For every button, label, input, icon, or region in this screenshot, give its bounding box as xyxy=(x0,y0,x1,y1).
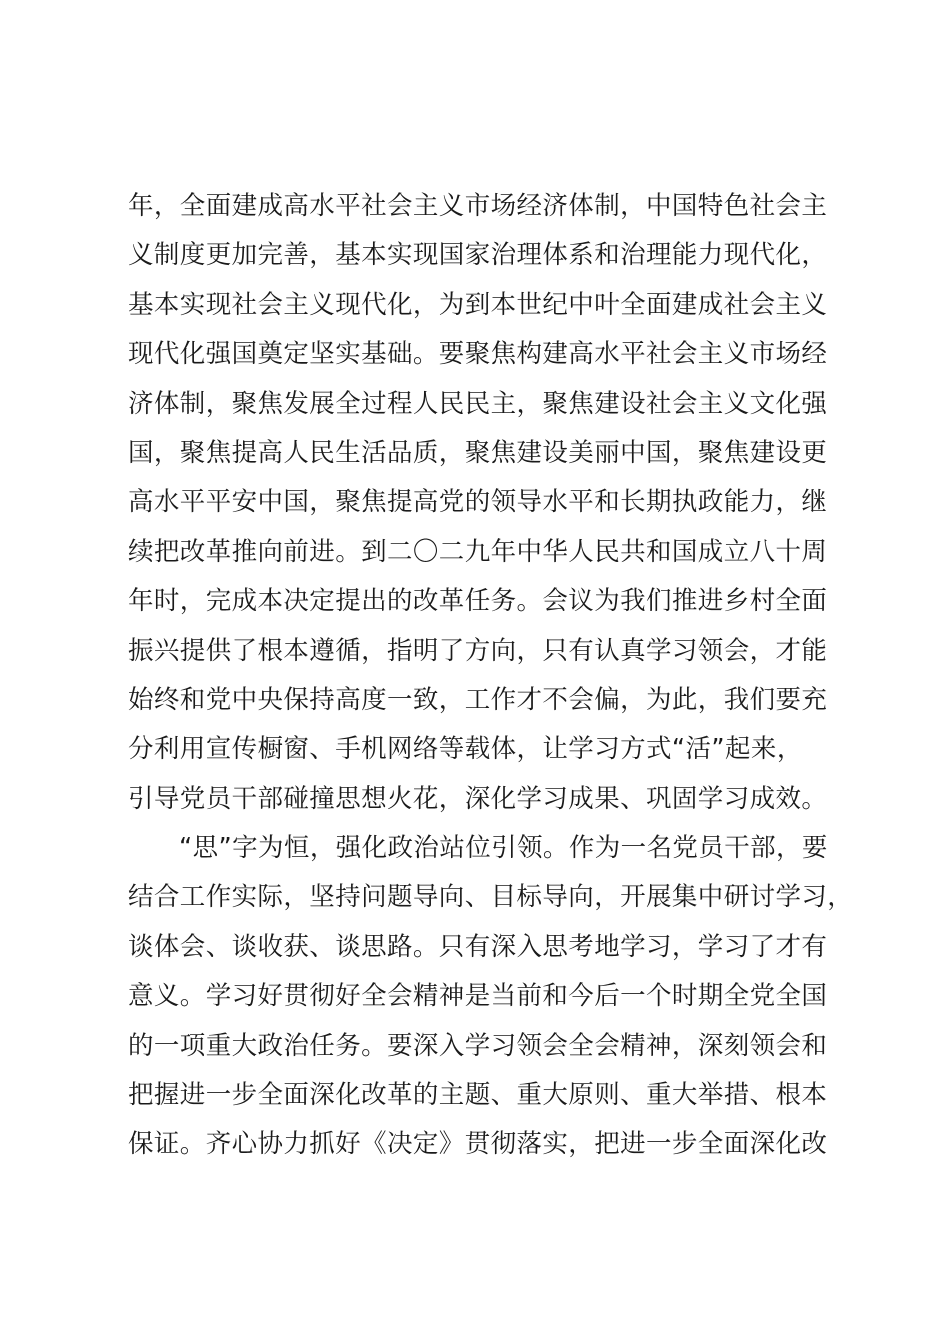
text-line: 的一项重大政治任务。要深入学习领会全会精神，深刻领会和 xyxy=(128,1030,828,1061)
text-line: 分利用宣传橱窗、手机网络等载体，让学习方式“活”起来， xyxy=(128,734,803,765)
text-line: 年，全面建成高水平社会主义市场经济体制，中国特色社会主 xyxy=(128,191,828,221)
paragraph-1 xyxy=(128,182,848,824)
text-line: 义制度更加完善，基本实现国家治理体系和治理能力现代化， xyxy=(128,240,828,271)
text-line: 把握进一步全面深化改革的主题、重大原则、重大举措、根本 xyxy=(128,1080,828,1111)
text-line: 始终和党中央保持高度一致，工作才不会偏，为此，我们要充 xyxy=(128,684,828,715)
text-line: 引导党员干部碰撞思想火花，深化学习成果、巩固学习成效。 xyxy=(128,783,828,814)
text-line: 基本实现社会主义现代化，为到本世纪中叶全面建成社会主义 xyxy=(128,289,828,320)
text-line: 济体制，聚焦发展全过程人民民主，聚焦建设社会主义文化强 xyxy=(128,388,828,419)
text-line: 意义。学习好贯彻好全会精神是当前和今后一个时期全党全国 xyxy=(128,981,828,1012)
text-line: 续把改革推向前进。到二〇二九年中华人民共和国成立八十周 xyxy=(128,536,828,567)
text-line: 振兴提供了根本遵循，指明了方向，只有认真学习领会，才能 xyxy=(128,635,828,666)
document-body xyxy=(128,182,854,1170)
text-line: 谈体会、谈收获、谈思路。只有深入思考地学习，学习了才有 xyxy=(128,931,828,962)
paragraph-2 xyxy=(128,824,854,1170)
text-line: “思”字为恒，强化政治站位引领。作为一名党员干部，要 xyxy=(179,833,828,864)
text-line: 高水平平安中国，聚焦提高党的领导水平和长期执政能力，继 xyxy=(128,487,828,518)
text-line: 国，聚焦提高人民生活品质，聚焦建设美丽中国，聚焦建设更 xyxy=(128,437,828,468)
text-line: 结合工作实际，坚持问题导向、目标导向，开展集中研讨学习， xyxy=(128,882,854,913)
text-line: 年时，完成本决定提出的改革任务。会议为我们推进乡村全面 xyxy=(128,586,828,617)
text-line: 现代化强国奠定坚实基础。要聚焦构建高水平社会主义市场经 xyxy=(128,339,828,370)
text-line: 保证。齐心协力抓好《决定》贯彻落实，把进一步全面深化改 xyxy=(128,1129,828,1160)
